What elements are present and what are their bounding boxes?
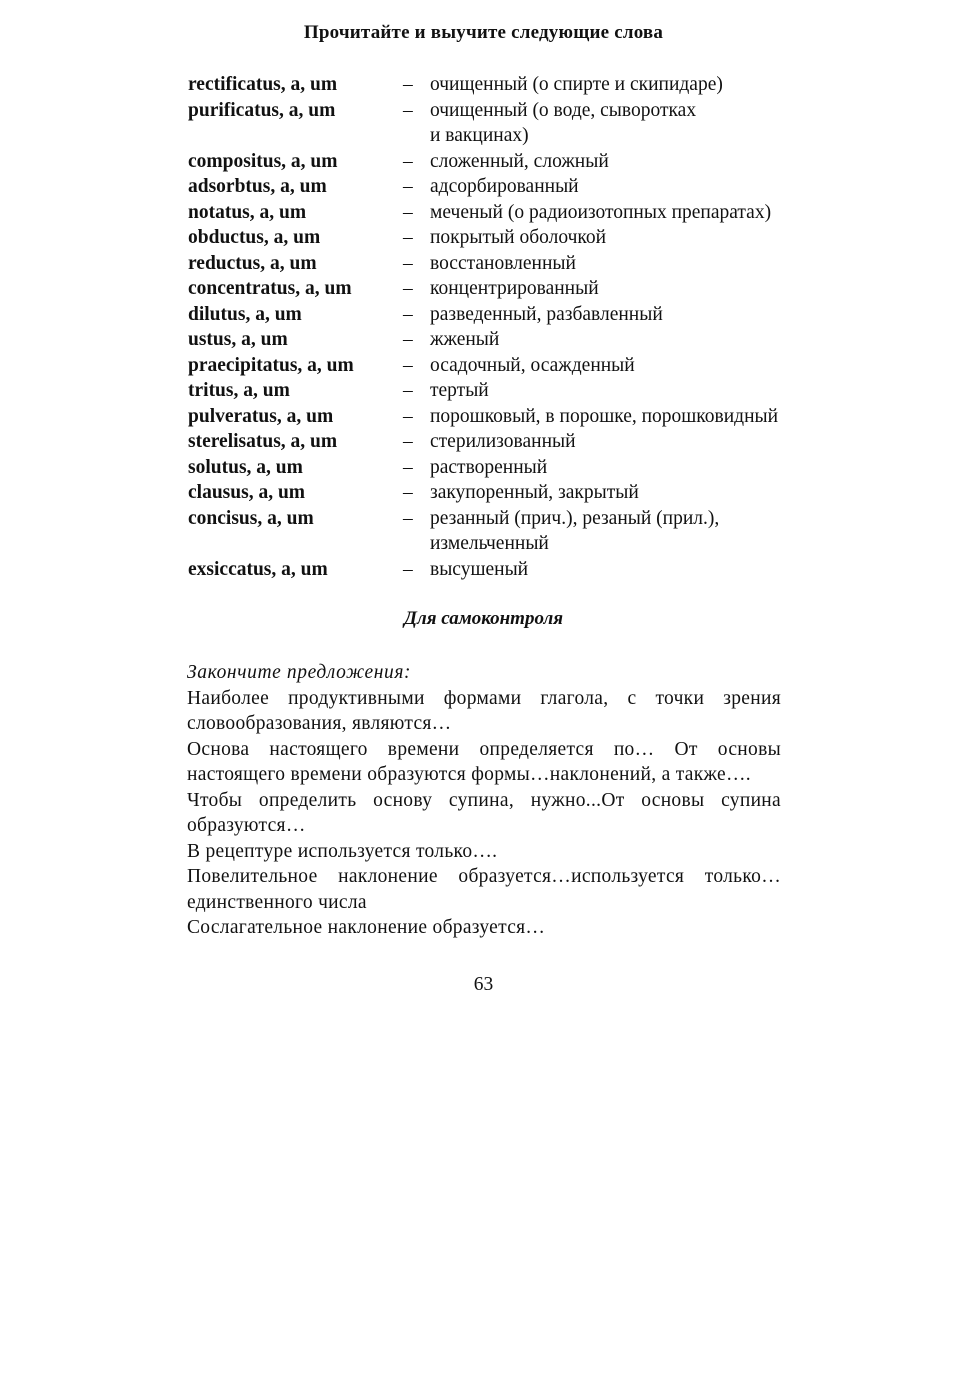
- russian-definition: порошковый, в порошке, порошковидный: [430, 405, 779, 427]
- vocab-row: [188, 174, 808, 200]
- dash-separator: –: [403, 99, 413, 121]
- latin-term: reductus, a, um: [188, 252, 317, 274]
- latin-term: exsiccatus, a, um: [188, 558, 328, 580]
- vocab-row: [188, 251, 808, 277]
- vocab-row: [188, 98, 808, 149]
- vocab-row: [188, 404, 808, 430]
- latin-term: adsorbtus, a, um: [188, 176, 327, 197]
- dash-separator: –: [403, 431, 413, 452]
- dash-separator: –: [403, 176, 413, 197]
- latin-term: tritus, a, um: [188, 380, 290, 401]
- russian-definition: сложенный, сложный: [430, 150, 609, 172]
- vocab-row: [188, 276, 808, 302]
- russian-definition: разведенный, разбавленный: [430, 303, 663, 325]
- vocab-row: [188, 429, 808, 455]
- dash-separator: –: [403, 252, 413, 274]
- exercise-sentence: Основа настоящего времени определяется по… От основы настоящего времени образуются формы…наклонений, а также….: [187, 738, 781, 785]
- exercise-prompt: Закончите предложения:: [187, 662, 412, 683]
- dash-separator: –: [403, 227, 413, 248]
- latin-term: rectificatus, a, um: [188, 74, 338, 95]
- russian-definition: меченый (о радиоизотопных препаратах): [430, 201, 772, 223]
- vocab-row: [188, 506, 808, 557]
- latin-term: compositus, a, um: [188, 150, 338, 172]
- exercise-sentence: Наиболее продуктивными формами глагола, с точки зрения словообразования, являются…: [187, 687, 781, 734]
- dash-separator: –: [403, 456, 413, 478]
- vocab-row: [188, 327, 808, 353]
- russian-definition: восстановленный: [430, 252, 576, 274]
- vocab-row: [188, 353, 808, 379]
- latin-term: solutus, a, um: [188, 456, 303, 478]
- russian-definition: покрытый оболочкой: [430, 227, 607, 248]
- latin-term: concisus, a, um: [188, 507, 314, 529]
- russian-definition: очищенный (о спирте и скипидаре): [430, 74, 723, 95]
- vocab-row: [188, 72, 808, 98]
- latin-term: sterelisatus, a, um: [188, 431, 338, 452]
- latin-term: praecipitatus, a, um: [188, 354, 354, 376]
- dash-separator: –: [403, 482, 413, 503]
- latin-term: notatus, a, um: [188, 201, 307, 223]
- vocab-row: [188, 302, 808, 328]
- section-title: Для самоконтроля: [403, 608, 564, 629]
- vocab-row: [188, 557, 808, 583]
- russian-definition: резанный (прич.), резаный (прил.), измельченный: [430, 507, 720, 554]
- russian-definition: осадочный, осажденный: [430, 354, 635, 376]
- page-heading: Прочитайте и выучите следующие слова: [303, 22, 664, 43]
- exercise-block: [187, 660, 781, 941]
- vocab-row: [188, 225, 808, 251]
- russian-definition: концентрированный: [430, 278, 599, 299]
- dash-separator: –: [403, 329, 413, 350]
- dash-separator: –: [403, 74, 413, 95]
- russian-definition: растворенный: [430, 456, 548, 478]
- dash-separator: –: [403, 380, 413, 401]
- russian-definition: стерилизованный: [430, 431, 576, 452]
- russian-definition: очищенный (о воде, сыворотках и вакцинах): [430, 99, 697, 146]
- page-number: 63: [473, 974, 494, 995]
- vocab-row: [188, 149, 808, 175]
- latin-term: concentratus, a, um: [188, 278, 352, 299]
- russian-definition: высушеный: [430, 558, 529, 580]
- latin-term: ustus, a, um: [188, 329, 288, 350]
- vocab-row: [188, 200, 808, 226]
- exercise-sentence: В рецептуре используется только….: [187, 840, 498, 862]
- russian-definition: жженый: [430, 329, 500, 350]
- dash-separator: –: [403, 150, 413, 172]
- dash-separator: –: [403, 405, 413, 427]
- vocab-row: [188, 378, 808, 404]
- exercise-sentence: Сослагательное наклонение образуется…: [187, 917, 546, 938]
- latin-term: dilutus, a, um: [188, 303, 302, 325]
- dash-separator: –: [403, 278, 413, 299]
- dash-separator: –: [403, 303, 413, 325]
- latin-term: obductus, a, um: [188, 227, 321, 248]
- dash-separator: –: [403, 354, 413, 376]
- dash-separator: –: [403, 201, 413, 223]
- dash-separator: –: [403, 558, 413, 580]
- dash-separator: –: [403, 507, 413, 529]
- vocabulary-list: [188, 72, 808, 582]
- vocab-row: [188, 455, 808, 481]
- latin-term: pulveratus, a, um: [188, 405, 334, 427]
- latin-term: purificatus, a, um: [188, 99, 336, 121]
- latin-term: clausus, a, um: [188, 482, 306, 503]
- russian-definition: закупоренный, закрытый: [430, 482, 639, 503]
- russian-definition: адсорбированный: [430, 176, 579, 197]
- exercise-sentence: Повелительное наклонение образуется…используется только… единственного числа: [187, 866, 781, 913]
- russian-definition: тертый: [430, 380, 489, 401]
- exercise-sentence: Чтобы определить основу супина, нужно...От основы супина образуются…: [187, 789, 781, 836]
- vocab-row: [188, 480, 808, 506]
